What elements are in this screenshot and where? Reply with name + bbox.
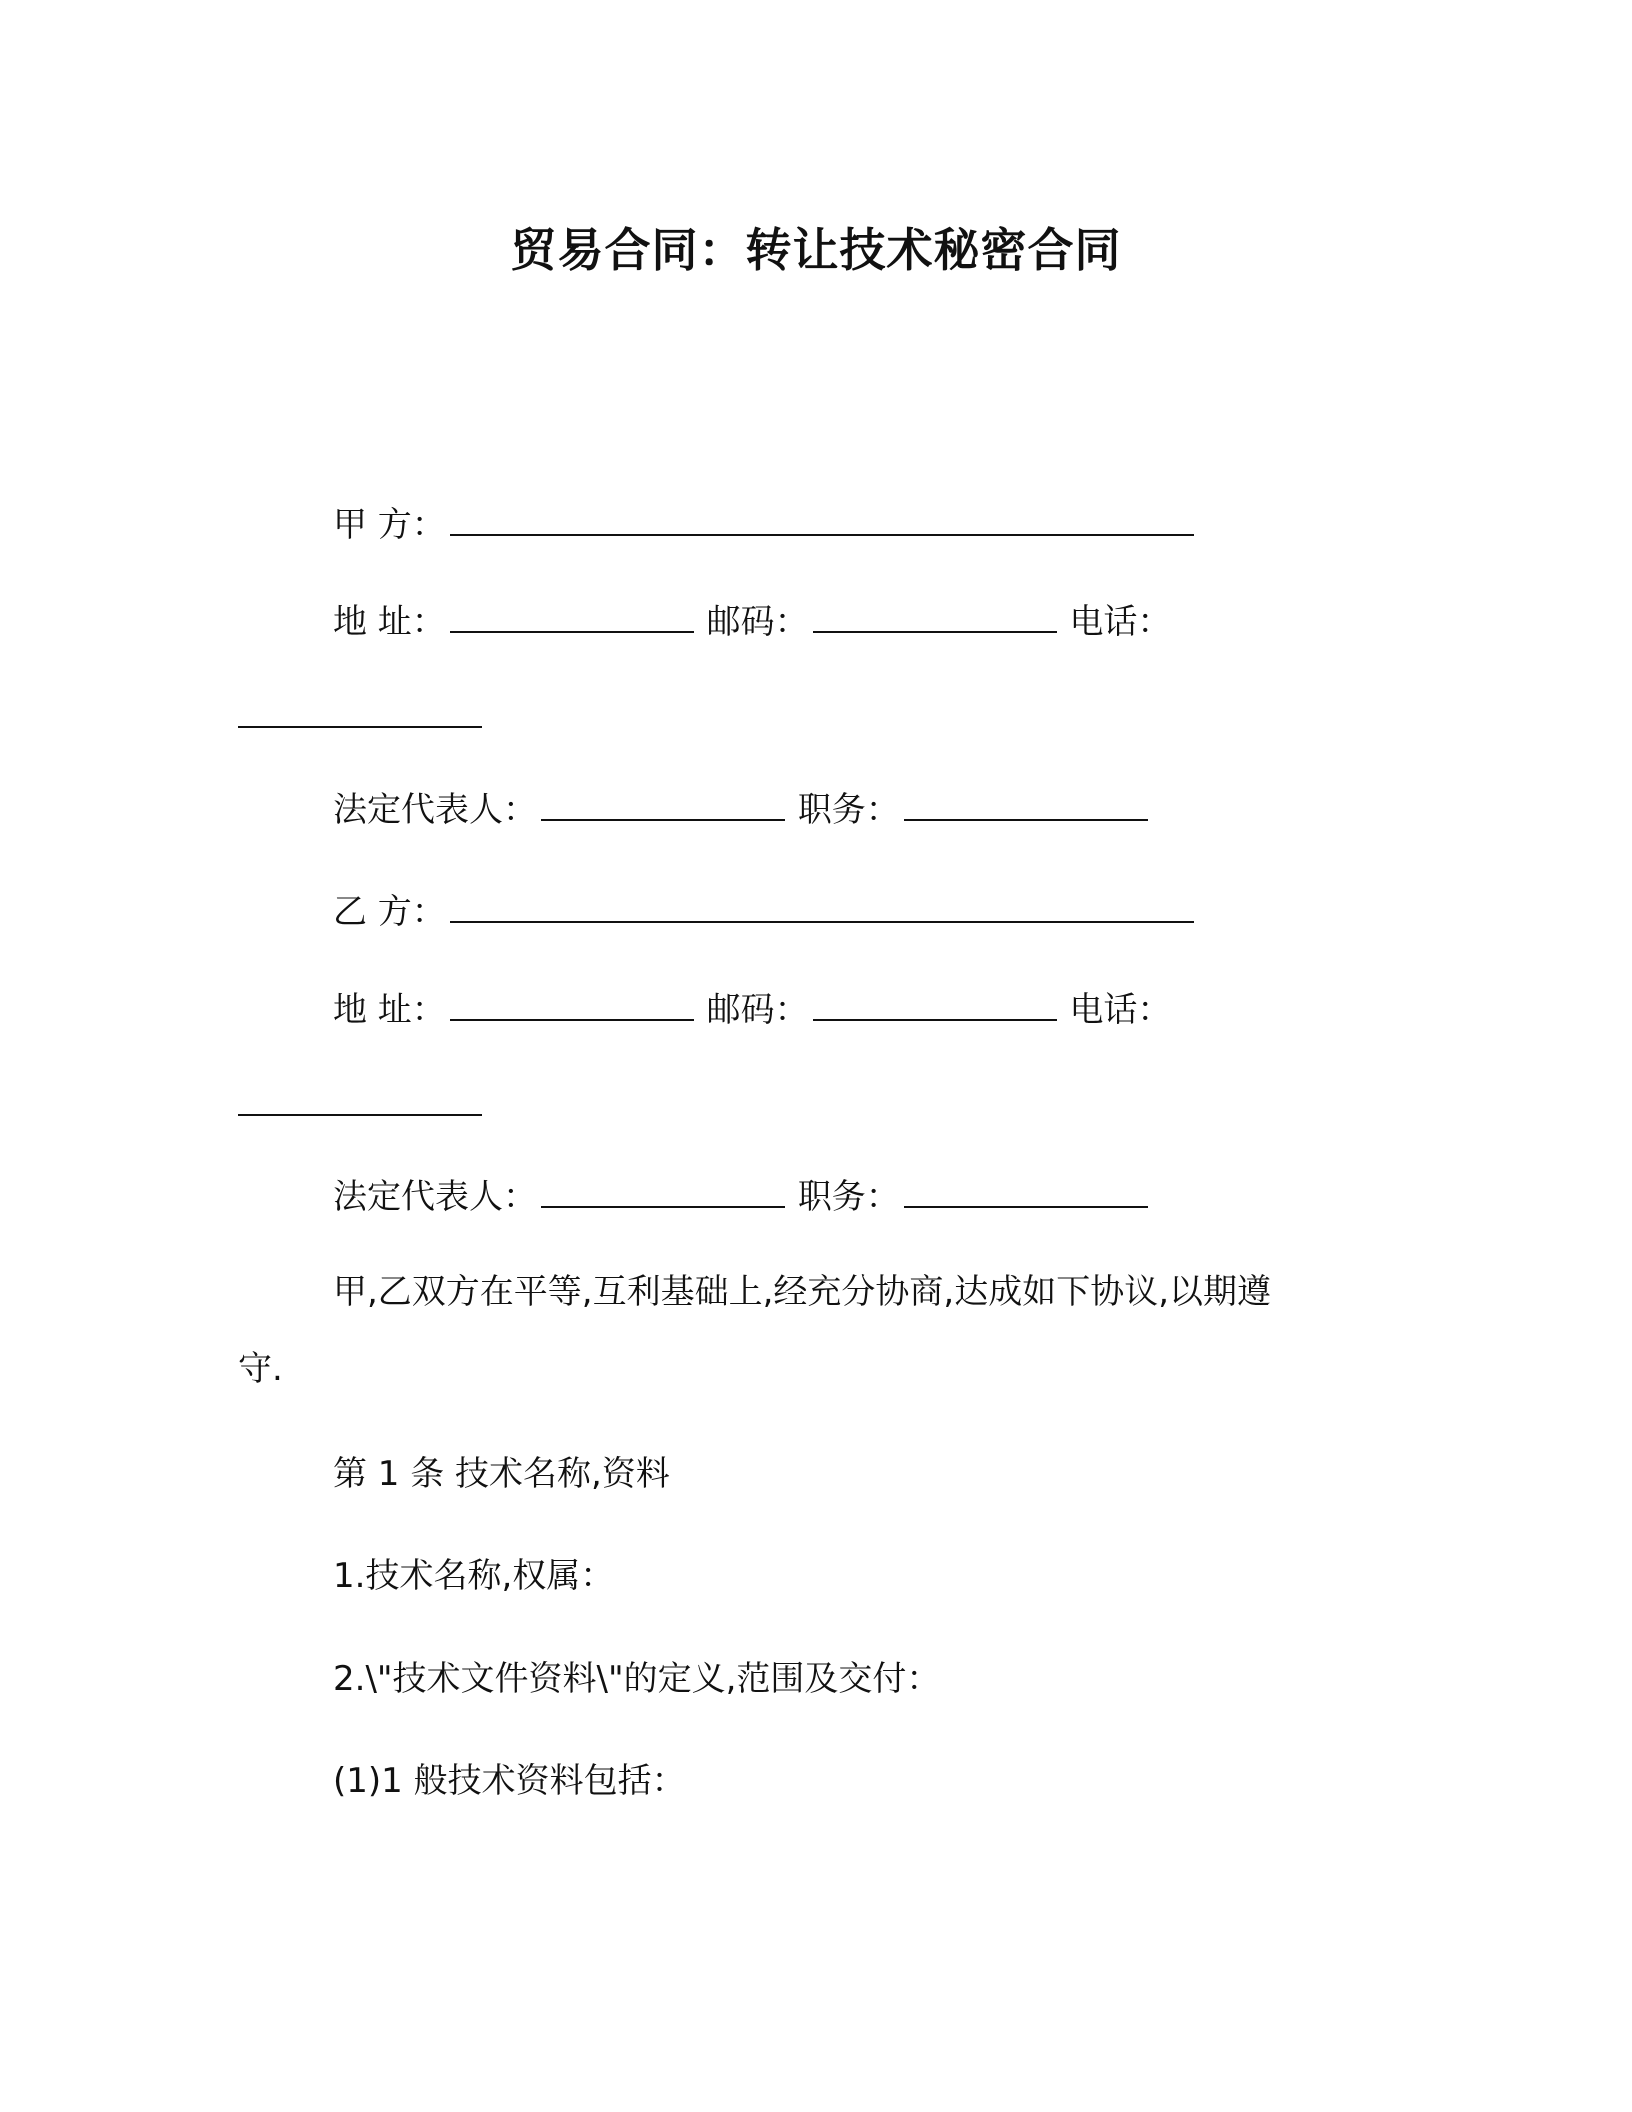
party-a-address-label: 地 址： [333,602,446,642]
party-b-postcode-label: 邮码： [706,990,809,1030]
party-b-phone-line [238,1080,484,1129]
party-b-rep-blank [541,1172,785,1208]
party-a-phone-line [238,692,484,741]
party-b-name-blank [450,887,1194,923]
party-a-position-label: 职务： [797,790,900,830]
intro-line-2: 守. [238,1349,283,1389]
article-1-item-1: 1.技术名称,权属： [333,1556,615,1596]
party-a-rep-line [333,785,1150,834]
party-a-name-label: 甲 方： [333,505,446,545]
party-b-name-label: 乙 方： [333,892,446,932]
party-b-postcode-blank [813,985,1057,1021]
party-a-rep-label: 法定代表人： [333,790,537,830]
party-b-rep-line [333,1172,1150,1221]
party-a-name-blank [450,500,1194,536]
party-b-rep-label: 法定代表人： [333,1177,537,1217]
party-b-name-line [333,887,1196,936]
party-a-address-line [333,597,1171,646]
party-b-address-label: 地 址： [333,990,446,1030]
party-a-postcode-label: 邮码： [706,602,809,642]
party-b-position-blank [904,1172,1148,1208]
party-a-postcode-blank [813,597,1057,633]
party-a-phone-label: 电话： [1069,602,1172,642]
article-1-item-3: (1)1 般技术资料包括： [333,1761,686,1801]
party-b-phone-blank [238,1080,482,1116]
party-b-address-blank [450,985,694,1021]
party-a-phone-blank [238,692,482,728]
party-a-rep-blank [541,785,785,821]
article-1-heading: 第 1 条 技术名称,资料 [333,1454,670,1494]
party-b-phone-label: 电话： [1069,990,1172,1030]
party-a-address-blank [450,597,694,633]
party-a-position-blank [904,785,1148,821]
intro-line-1: 甲,乙双方在平等,互利基础上,经充分协商,达成如下协议,以期遵 [333,1272,1272,1312]
party-a-name-line [333,500,1196,549]
party-b-position-label: 职务： [797,1177,900,1217]
party-b-address-line [333,985,1171,1034]
document-title: 贸易合同：转让技术秘密合同 [510,223,1122,277]
article-1-item-2: 2.\"技术文件资料\"的定义,范围及交付： [333,1659,941,1699]
